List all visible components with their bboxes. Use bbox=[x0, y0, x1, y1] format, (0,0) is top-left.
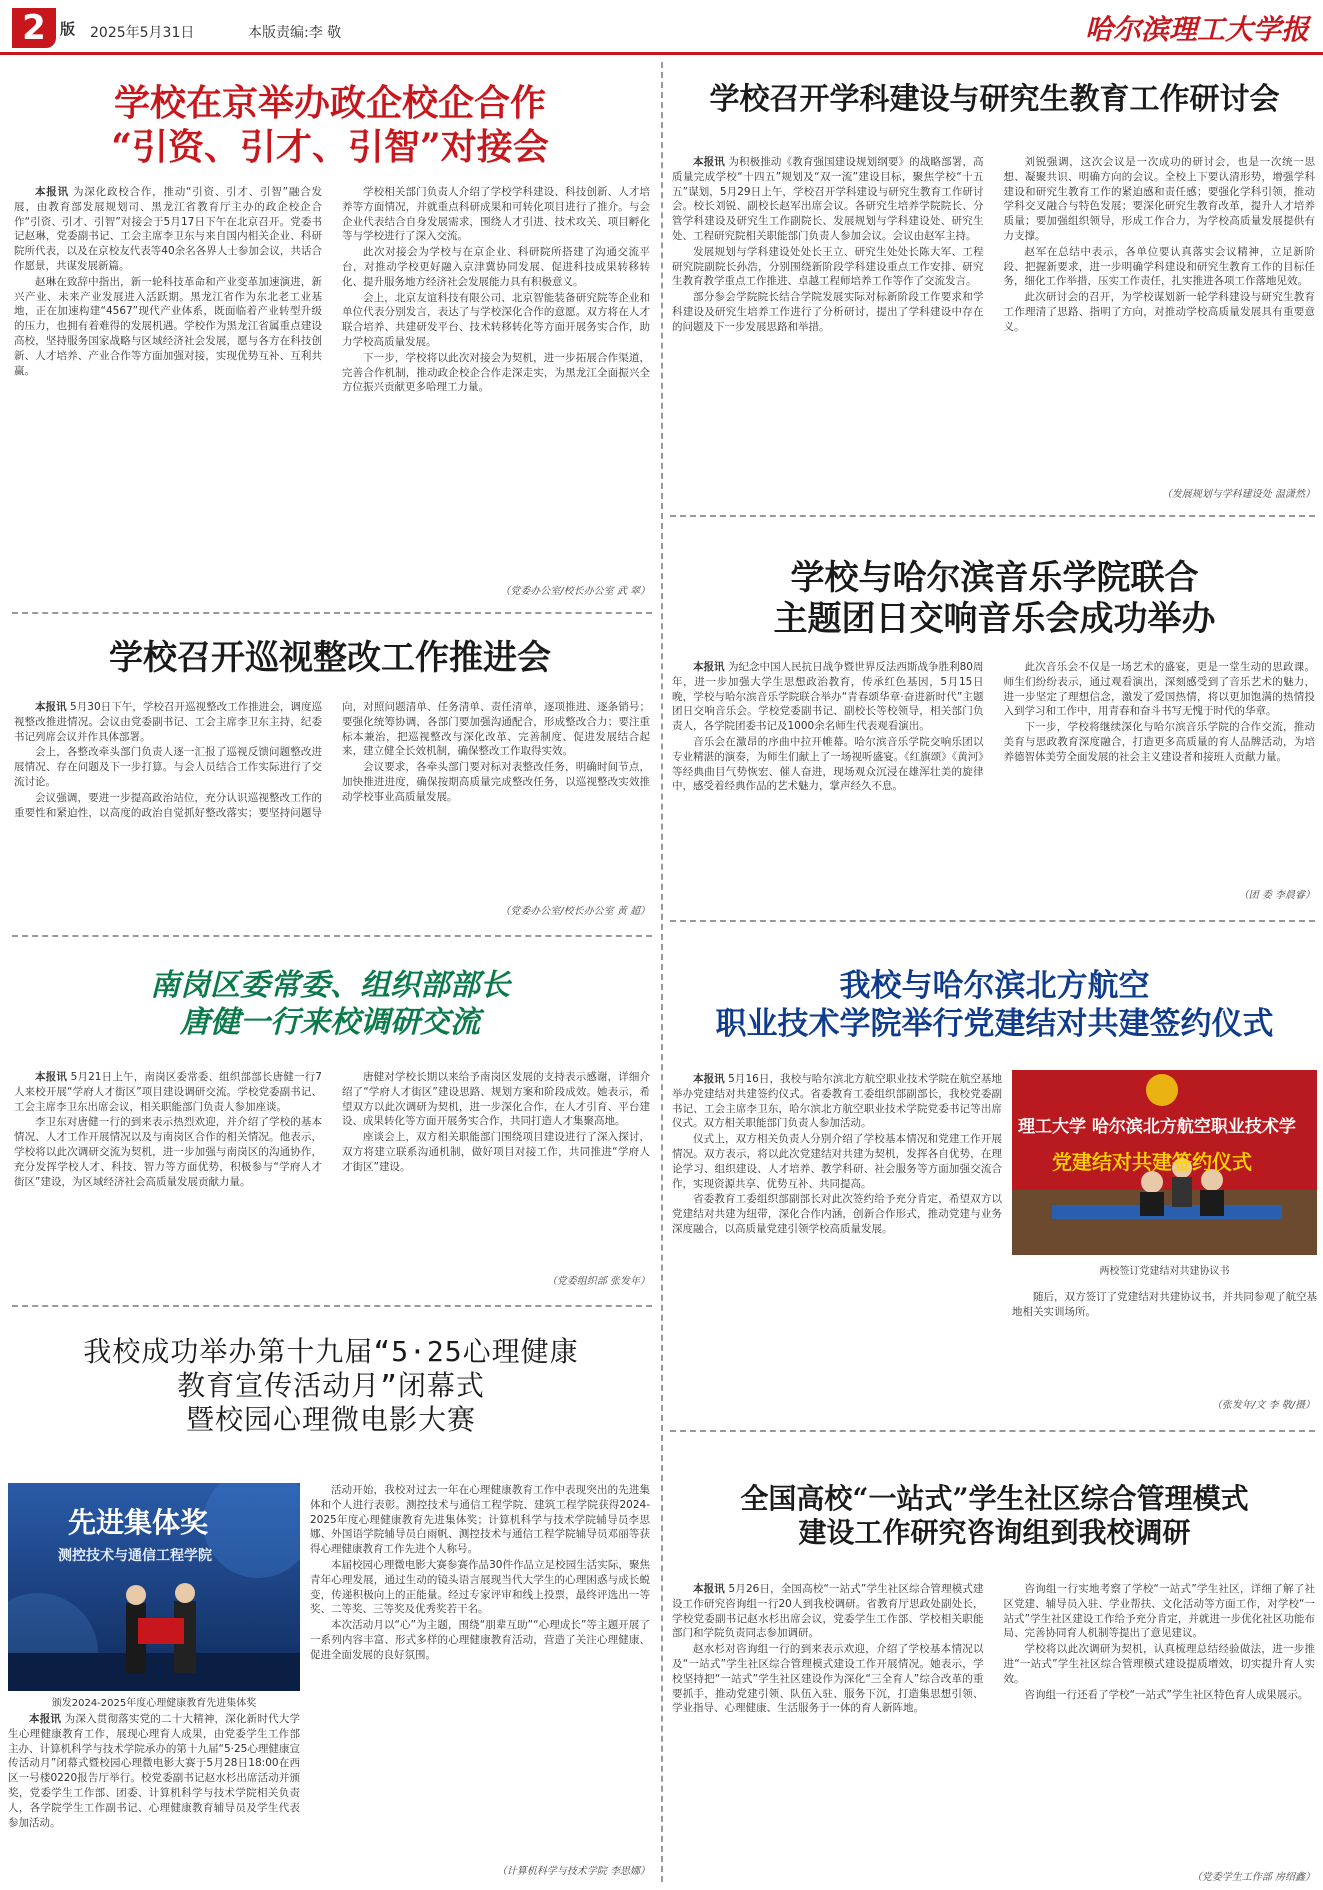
article-7-title-line-2: 教育宣传活动月”闭幕式 bbox=[177, 1369, 485, 1403]
award-photo-subbanner: 测控技术与通信工程学院 bbox=[58, 1548, 212, 1564]
article-3-title: 学校召开巡视整改工作推进会 bbox=[109, 638, 551, 678]
article-1-lead: 本报讯 bbox=[35, 186, 69, 198]
article-5-lead: 本报讯 bbox=[35, 1071, 68, 1083]
article-2-title: 学校召开学科建设与研究生教育工作研讨会 bbox=[709, 82, 1280, 117]
article-1-paragraph: 学校相关部门负责人介绍了学校学科建设、科技创新、人才培养等方面情况，并就重点科研成果和可转化项目进行了推介。与会企业代表结合自身发展需求，围绕人才引进、技术攻关、项目孵化等与学校进行了深入交流。 bbox=[342, 186, 650, 243]
award-photo-banner: 先进集体奖 bbox=[68, 1506, 209, 1539]
article-4-paragraph: 音乐会在激昂的序曲中拉开帷幕。哈尔滨音乐学院交响乐团以专业精湛的演奏，为师生们献上了一场视听盛宴。《红旗颂》《黄河》等经典曲目气势恢宏、催人奋进，现场观众沉浸在雄浑壮美的旋律中，感受着经典作品的艺术魅力，掌声经久不息。 bbox=[672, 735, 984, 793]
article-7-byline: （计算机科学与技术学院 李思娜） bbox=[496, 1866, 650, 1877]
article-2-body bbox=[672, 155, 1315, 477]
article-4-title-line-1: 学校与哈尔滨音乐学院联合 bbox=[790, 558, 1199, 598]
article-8-paragraph: 5月26日，全国高校“一站式”学生社区综合管理模式建设工作研究咨询组一行20人到我校调研。省教育厅思政处副处长，学校党委副书记赵水杉出席会议，党委学生工作部、学校相关职能部门和学院负责同志参加调研。 bbox=[672, 1583, 984, 1640]
article-4-paragraph: 下一步，学校将继续深化与哈尔滨音乐学院的合作交流，推动美育与思政教育深度融合，打造更多高质量的育人品牌活动，为培养德智体美劳全面发展的社会主义建设者和接班人贡献力量。 bbox=[1003, 721, 1315, 763]
ban-label: 版 bbox=[60, 20, 76, 38]
signing-photo-caption: 两校签订党建结对共建协议书 bbox=[1099, 1266, 1230, 1277]
article-8-title-line-2: 建设工作研究咨询组到我校调研 bbox=[798, 1516, 1191, 1550]
article-7-title-line-3: 暨校园心理微电影大赛 bbox=[185, 1403, 476, 1437]
article-6-title bbox=[672, 968, 1317, 1044]
article-2-paragraph: 刘锐强调，这次会议是一次成功的研讨会，也是一次统一思想、凝聚共识、明确方向的会议。全校上下要认清形势，增强学科建设和研究生教育工作的紧迫感和责任感；要强化学科引领，推动学科交叉融合与特色发展；要深化研究生教育改革，提升人才培养质量；要加强组织领导，形成工作合力，为学校高质量发展提供有力支撑。 bbox=[1003, 156, 1315, 242]
issue-date: 2025年5月31日 bbox=[90, 25, 195, 41]
article-3-paragraph: 5月30日下午，学校召开巡视整改工作推进会，调度巡视整改推进情况。会议由党委副书记、工会主席李卫东主持，纪委书记列席会议并作具体部署。 bbox=[14, 701, 323, 743]
article-6-paragraph: 随后，双方签订了党建结对共建协议书，并共同参观了航空基地相关实训场所。 bbox=[1012, 1291, 1317, 1318]
article-4-title bbox=[672, 558, 1317, 641]
article-6-title-line-2: 职业技术学院举行党建结对共建签约仪式 bbox=[715, 1005, 1274, 1042]
article-8-title bbox=[672, 1482, 1317, 1550]
article-6-paragraph: 仪式上，双方相关负责人分别介绍了学校基本情况和党建工作开展情况。双方表示，将以此次党建结对共建为契机，发挥各自优势，在理论学习、组织建设、人才培养、教学科研、社会服务等方面加强交流合作，实现资源共享、优势互补、共同提高。 bbox=[672, 1133, 1002, 1190]
article-8-paragraph: 咨询组一行实地考察了学校“一站式”学生社区，详细了解了社区党建、辅导员入驻、学业帮扶、文化活动等方面工作，对学校“一站式”学生社区建设工作给予充分肯定，并就进一步优化社区功能布局、完善协同育人机制等提出了意见建议。 bbox=[1003, 1583, 1315, 1640]
article-7-paragraph: 为深入贯彻落实党的二十大精神，深化新时代大学生心理健康教育工作，展现心理育人成果，由党委学生工作部主办、计算机科学与技术学院承办的第十九届“5·25心理健康宣传活动月”闭幕式暨校园心理微电影大赛于5月28日18:00在西区一号楼0220报告厅举行。校党委副书记赵水杉出席活动并颁奖，党委学生工作部、团委、计算机科学与技术学院相关负责人，各学院学生工作副书记、心理健康教育辅导员及学生代表参加活动。 bbox=[8, 1713, 300, 1829]
article-1-body bbox=[14, 185, 650, 580]
article-3-paragraph: 会议要求，各牵头部门要对标对表整改任务，明确时间节点，加快推进进度，确保按期高质量完成整改任务，以巡视整改实效推动学校事业高质量发展。 bbox=[342, 761, 650, 803]
article-1-title-line-2: “引资、引才、引智”对接会 bbox=[111, 125, 549, 168]
article-1-byline: （党委办公室/校长办公室 武 翠） bbox=[500, 586, 650, 597]
article-6-body-right bbox=[1012, 1290, 1317, 1390]
article-8-paragraph: 学校将以此次调研为契机，认真梳理总结经验做法，进一步推进“一站式”学生社区综合管理模式建设提质增效，切实提升育人实效。 bbox=[1003, 1643, 1315, 1685]
article-8-paragraph: 赵水杉对咨询组一行的到来表示欢迎，介绍了学校基本情况以及“一站式”学生社区综合管理模式建设工作开展情况。她表示，学校坚持把“一站式”学生社区建设作为深化“三全育人”综合改革的重要抓手，推动党建引领、队伍入驻、服务下沉，打造集思想引领、学业指导、心理健康、生活服务于一体的育人新阵地。 bbox=[672, 1643, 984, 1715]
award-photo-caption: 颁发2024-2025年度心理健康教育先进集体奖 bbox=[51, 1698, 257, 1709]
article-6-lead: 本报讯 bbox=[693, 1073, 725, 1085]
section-divider bbox=[670, 920, 1315, 922]
article-1-paragraph: 此次对接会为学校与在京企业、科研院所搭建了沟通交流平台，对推动学校更好融入京津冀协同发展、促进科技成果转移转化、提升服务地方经济社会发展能力具有积极意义。 bbox=[342, 246, 650, 288]
article-2-paragraph: 此次研讨会的召开，为学校谋划新一轮学科建设与研究生教育工作理清了思路、指明了方向，对推动学校高质量发展具有重要意义。 bbox=[1003, 291, 1315, 333]
article-1-title-line-1: 学校在京举办政企校企合作 bbox=[113, 82, 546, 124]
article-7-body-left bbox=[8, 1712, 300, 1884]
article-3-byline: （党委办公室/校长办公室 黄 超） bbox=[500, 906, 650, 917]
section-divider bbox=[12, 1305, 652, 1307]
signing-photo-banner: 理工大学 哈尔滨北方航空职业技术学 bbox=[1018, 1117, 1296, 1137]
article-7-paragraph: 本届校园心理微电影大赛参赛作品30件作品立足校园生活实际，聚焦青年心理发展，通过生动的镜头语言展现当代大学生的心理困惑与成长蜕变，传递积极向上的正能量。经过专家评审和线上投票，最终评选出一等奖、二等奖、三等奖及优秀奖若干名。 bbox=[310, 1558, 650, 1616]
article-1-paragraph: 下一步，学校将以此次对接会为契机，进一步拓展合作渠道，完善合作机制，推动政企校企合作走深走实，为黑龙江全面振兴全方位振兴贡献更多哈理工力量。 bbox=[342, 351, 650, 394]
signing-photo bbox=[1012, 1070, 1317, 1255]
article-6-byline: （张发年/文 李 敬/摄） bbox=[1211, 1400, 1315, 1411]
page-editor: 本版责编:李 敬 bbox=[248, 25, 342, 41]
article-8-lead: 本报讯 bbox=[693, 1583, 725, 1595]
article-7-body-right bbox=[310, 1483, 650, 1853]
article-4-body bbox=[672, 660, 1315, 880]
article-3-body bbox=[14, 700, 650, 900]
article-8-body bbox=[672, 1582, 1315, 1864]
article-8-paragraph: 咨询组一行还看了学校“一站式”学生社区特色育人成果展示。 bbox=[1024, 1688, 1309, 1701]
article-1-paragraph: 赵琳在致辞中指出，新一轮科技革命和产业变革加速演进，新兴产业、未来产业发展进入活跃期。黑龙江省作为东北老工业基地，正在加速构建“4567”现代产业体系，既面临着产业转型升级的压力，也拥有着难得的发展机遇。学校作为黑龙江省属重点建设高校，坚持服务国家战略与区域经济社会发展，愿与各方在科技创新、人才培养、产业合作等方面加强对接，实现优势互补、互利共赢。 bbox=[14, 275, 322, 377]
article-2-lead: 本报讯 bbox=[693, 156, 725, 168]
article-1-title bbox=[20, 82, 640, 170]
article-4-paragraph: 为纪念中国人民抗日战争暨世界反法西斯战争胜利80周年，进一步加强大学生思想政治教育，传承红色基因，5月15日晚，学校与哈尔滨音乐学院联合举办“青春颂华章·奋进新时代”主题团日交响音乐会。学校党委副书记、副校长等校领导，相关部门负责人，各学院团委书记及1000余名师生代表观看演出。 bbox=[672, 661, 984, 733]
article-2-paragraph: 发展规划与学科建设处处长王立、研究生处处长陈大军、工程研究院副院长孙浩，分别围绕新阶段学科建设重点工作安排、研究生教育教学重点工作推进、卓越工程师培养工作等作了交流发言。 bbox=[672, 245, 984, 288]
article-1-paragraph: 会上，北京友谊科技有限公司、北京智能装备研究院等企业和单位代表分别发言，表达了与学校深化合作的意愿。双方将在人才联合培养、共建研发平台、技术转移转化等方面开展务实合作，助力学校高质量发展。 bbox=[342, 291, 650, 348]
article-2-paragraph: 赵军在总结中表示，各单位要认真落实会议精神，立足新阶段、把握新要求，进一步明确学科建设和研究生教育工作的目标任务，细化工作举措，压实工作责任，扎实推进各项工作落地见效。 bbox=[1003, 245, 1315, 288]
article-3-paragraph: 会上，各整改牵头部门负责人逐一汇报了巡视反馈问题整改进展情况、存在问题及下一步打算。与会人员结合工作实际进行了交流讨论。 bbox=[14, 746, 322, 788]
column-divider bbox=[661, 62, 663, 1882]
article-5-title bbox=[20, 968, 640, 1041]
section-divider bbox=[12, 935, 652, 937]
article-4-paragraph: 此次音乐会不仅是一场艺术的盛宴，更是一堂生动的思政课。师生们纷纷表示，通过观看演出，深刻感受到了音乐艺术的魅力，进一步坚定了理想信念，激发了爱国热情，将以更加饱满的热情投入到学习和工作中，用青春和奋斗书写无愧于时代的华章。 bbox=[1003, 661, 1315, 718]
section-divider bbox=[12, 612, 652, 614]
article-5-paragraph: 李卫东对唐健一行的到来表示热烈欢迎，并介绍了学校的基本情况、人才工作开展情况以及与南岗区合作的相关情况。他表示，学校将以此次调研交流为契机，进一步加强与南岗区的沟通协作，充分发挥学校人才、科技、智力等方面优势，积极参与“学府人才街区”建设，为区域经济社会高质量发展贡献力量。 bbox=[14, 1116, 322, 1188]
article-7-title-line-1: 我校成功举办第十九届“5·25心理健康 bbox=[83, 1335, 579, 1368]
article-6-body-left bbox=[672, 1072, 1002, 1392]
article-6-paragraph: 5月16日，我校与哈尔滨北方航空职业技术学院在航空基地举办党建结对共建签约仪式。省委教育工委组织部副部长，我校党委副书记、工会主席李卫东，哈尔滨北方航空职业技术学院党委书记等出席仪式。双方相关职能部门负责人参加活动。 bbox=[672, 1073, 1002, 1130]
article-5-title-line-1: 南岗区委常委、组织部部长 bbox=[150, 968, 510, 1003]
article-5-paragraph: 唐健对学校长期以来给予南岗区发展的支持表示感谢，详细介绍了“学府人才街区”建设思路、规划方案和阶段成效。她表示，希望双方以此次调研为契机，进一步深化合作，在人才引育、平台建设、成果转化等方面开展务实合作，共同打造人才集聚高地。 bbox=[342, 1071, 650, 1128]
article-2-byline: （发展规划与学科建设处 温潇然） bbox=[1161, 489, 1315, 500]
article-7-paragraph: 本次活动月以“心”为主题，围绕“朋辈互助”“心理成长”等主题开展了一系列内容丰富、形式多样的心理健康教育活动，营造了关注心理健康、促进全面发展的良好氛围。 bbox=[310, 1619, 650, 1661]
article-3-lead: 本报讯 bbox=[35, 701, 67, 713]
article-2-paragraph: 为积极推动《教育强国建设规划纲要》的战略部署，高质量完成学校“十四五”规划及“双一流”建设目标，聚焦学校“十五五”谋划，5月29日上午，学校召开学科建设与研究生教育工作研讨会。校长刘锐、副校长赵军出席会议。各研究生培养学院院长、分管学科建设及研究生工作副院长、发展规划与学科建设处、研究生处、工程研究院相关职能部门负责人参加会议。会议由赵军主持。 bbox=[672, 156, 984, 242]
article-7-title bbox=[6, 1335, 656, 1437]
article-5-body bbox=[14, 1070, 650, 1270]
article-8-byline: （党委学生工作部 房绍鑫） bbox=[1191, 1872, 1315, 1883]
article-4-title-line-2: 主题团日交响音乐会成功举办 bbox=[773, 599, 1216, 640]
article-6-title-line-1: 我校与哈尔滨北方航空 bbox=[839, 968, 1150, 1004]
section-divider bbox=[670, 515, 1315, 517]
section-divider bbox=[670, 1430, 1315, 1432]
article-5-title-line-2: 唐健一行来校调研交流 bbox=[180, 1004, 480, 1040]
article-7-lead: 本报讯 bbox=[29, 1713, 62, 1725]
article-1-paragraph: 为深化政校合作，推动“引资、引才、引智”融合发展，由教育部发展规划司、黑龙江省教育厅主办的政企校企合作“引资、引才、引智”对接会于5月17日下午在北京召开。党委书记赵琳，党委副书记、工会主席李卫东与来自国内相关企业、科研院所代表，以及在京校友代表等40余名各界人士参加会议，共话合作愿景，共谋发展新篇。 bbox=[14, 186, 322, 272]
article-8-title-line-1: 全国高校“一站式”学生社区综合管理模式 bbox=[740, 1482, 1249, 1515]
signing-photo-subbanner: 党建结对共建签约仪式 bbox=[1052, 1150, 1252, 1174]
page-number: 2 bbox=[12, 8, 56, 48]
header-rule bbox=[0, 52, 1323, 55]
article-5-paragraph: 座谈会上，双方相关职能部门围绕项目建设进行了深入探讨，双方将建立联系沟通机制，做好项目对接工作，共同推进“学府人才街区”建设。 bbox=[342, 1131, 650, 1173]
article-4-byline: （团 委 李晨睿） bbox=[1238, 890, 1315, 901]
newspaper-masthead: 哈尔滨理工大学报 bbox=[1084, 13, 1309, 46]
article-6-paragraph: 省委教育工委组织部副部长对此次签约给予充分肯定，希望双方以党建结对共建为纽带，深化合作内涵，创新合作形式，推动党建与业务深度融合，以高质量党建引领学校高质量发展。 bbox=[672, 1193, 1002, 1235]
article-5-byline: （党委组织部 张发年） bbox=[546, 1276, 650, 1287]
article-3-paragraph: 会议强调，要进一步提高政治站位，充分认识巡视整改工作的重要性和紧迫性，以高度的政治自觉抓好整改落实；要坚持问题导向，对照问题清单、任务清单、责任清单，逐项推进、逐条销号；要强化统筹协调，各部门要加强沟通配合，形成整改合力；要注重标本兼治，把巡视整改与深化改革、完善制度、促进发展结合起来，建立健全长效机制，确保整改工作取得实效。 bbox=[14, 701, 650, 819]
article-5-paragraph: 5月21日上午，南岗区委常委、组织部部长唐健一行7人来校开展“学府人才街区”项目建设调研交流。学校党委副书记、工会主席李卫东出席会议，相关职能部门负责人参加座谈。 bbox=[14, 1071, 322, 1113]
award-photo bbox=[8, 1483, 300, 1691]
article-7-paragraph: 活动开始，我校对过去一年在心理健康教育工作中表现突出的先进集体和个人进行表彰。测控技术与通信工程学院、建筑工程学院获得2024-2025年度心理健康教育先进集体奖；计算机科学与技术学院辅导员李思娜、外国语学院辅导员白雨帆、测控技术与通信工程学院辅导员邓丽等获得心理健康教育工作先进个人称号。 bbox=[310, 1484, 650, 1556]
article-4-lead: 本报讯 bbox=[693, 661, 725, 673]
article-2-paragraph: 部分参会学院院长结合学院发展实际对标新阶段工作要求和学科建设及研究生培养工作进行了分析研讨，提出了学科建设中存在的问题及下一步发展思路和举措。 bbox=[672, 291, 984, 333]
